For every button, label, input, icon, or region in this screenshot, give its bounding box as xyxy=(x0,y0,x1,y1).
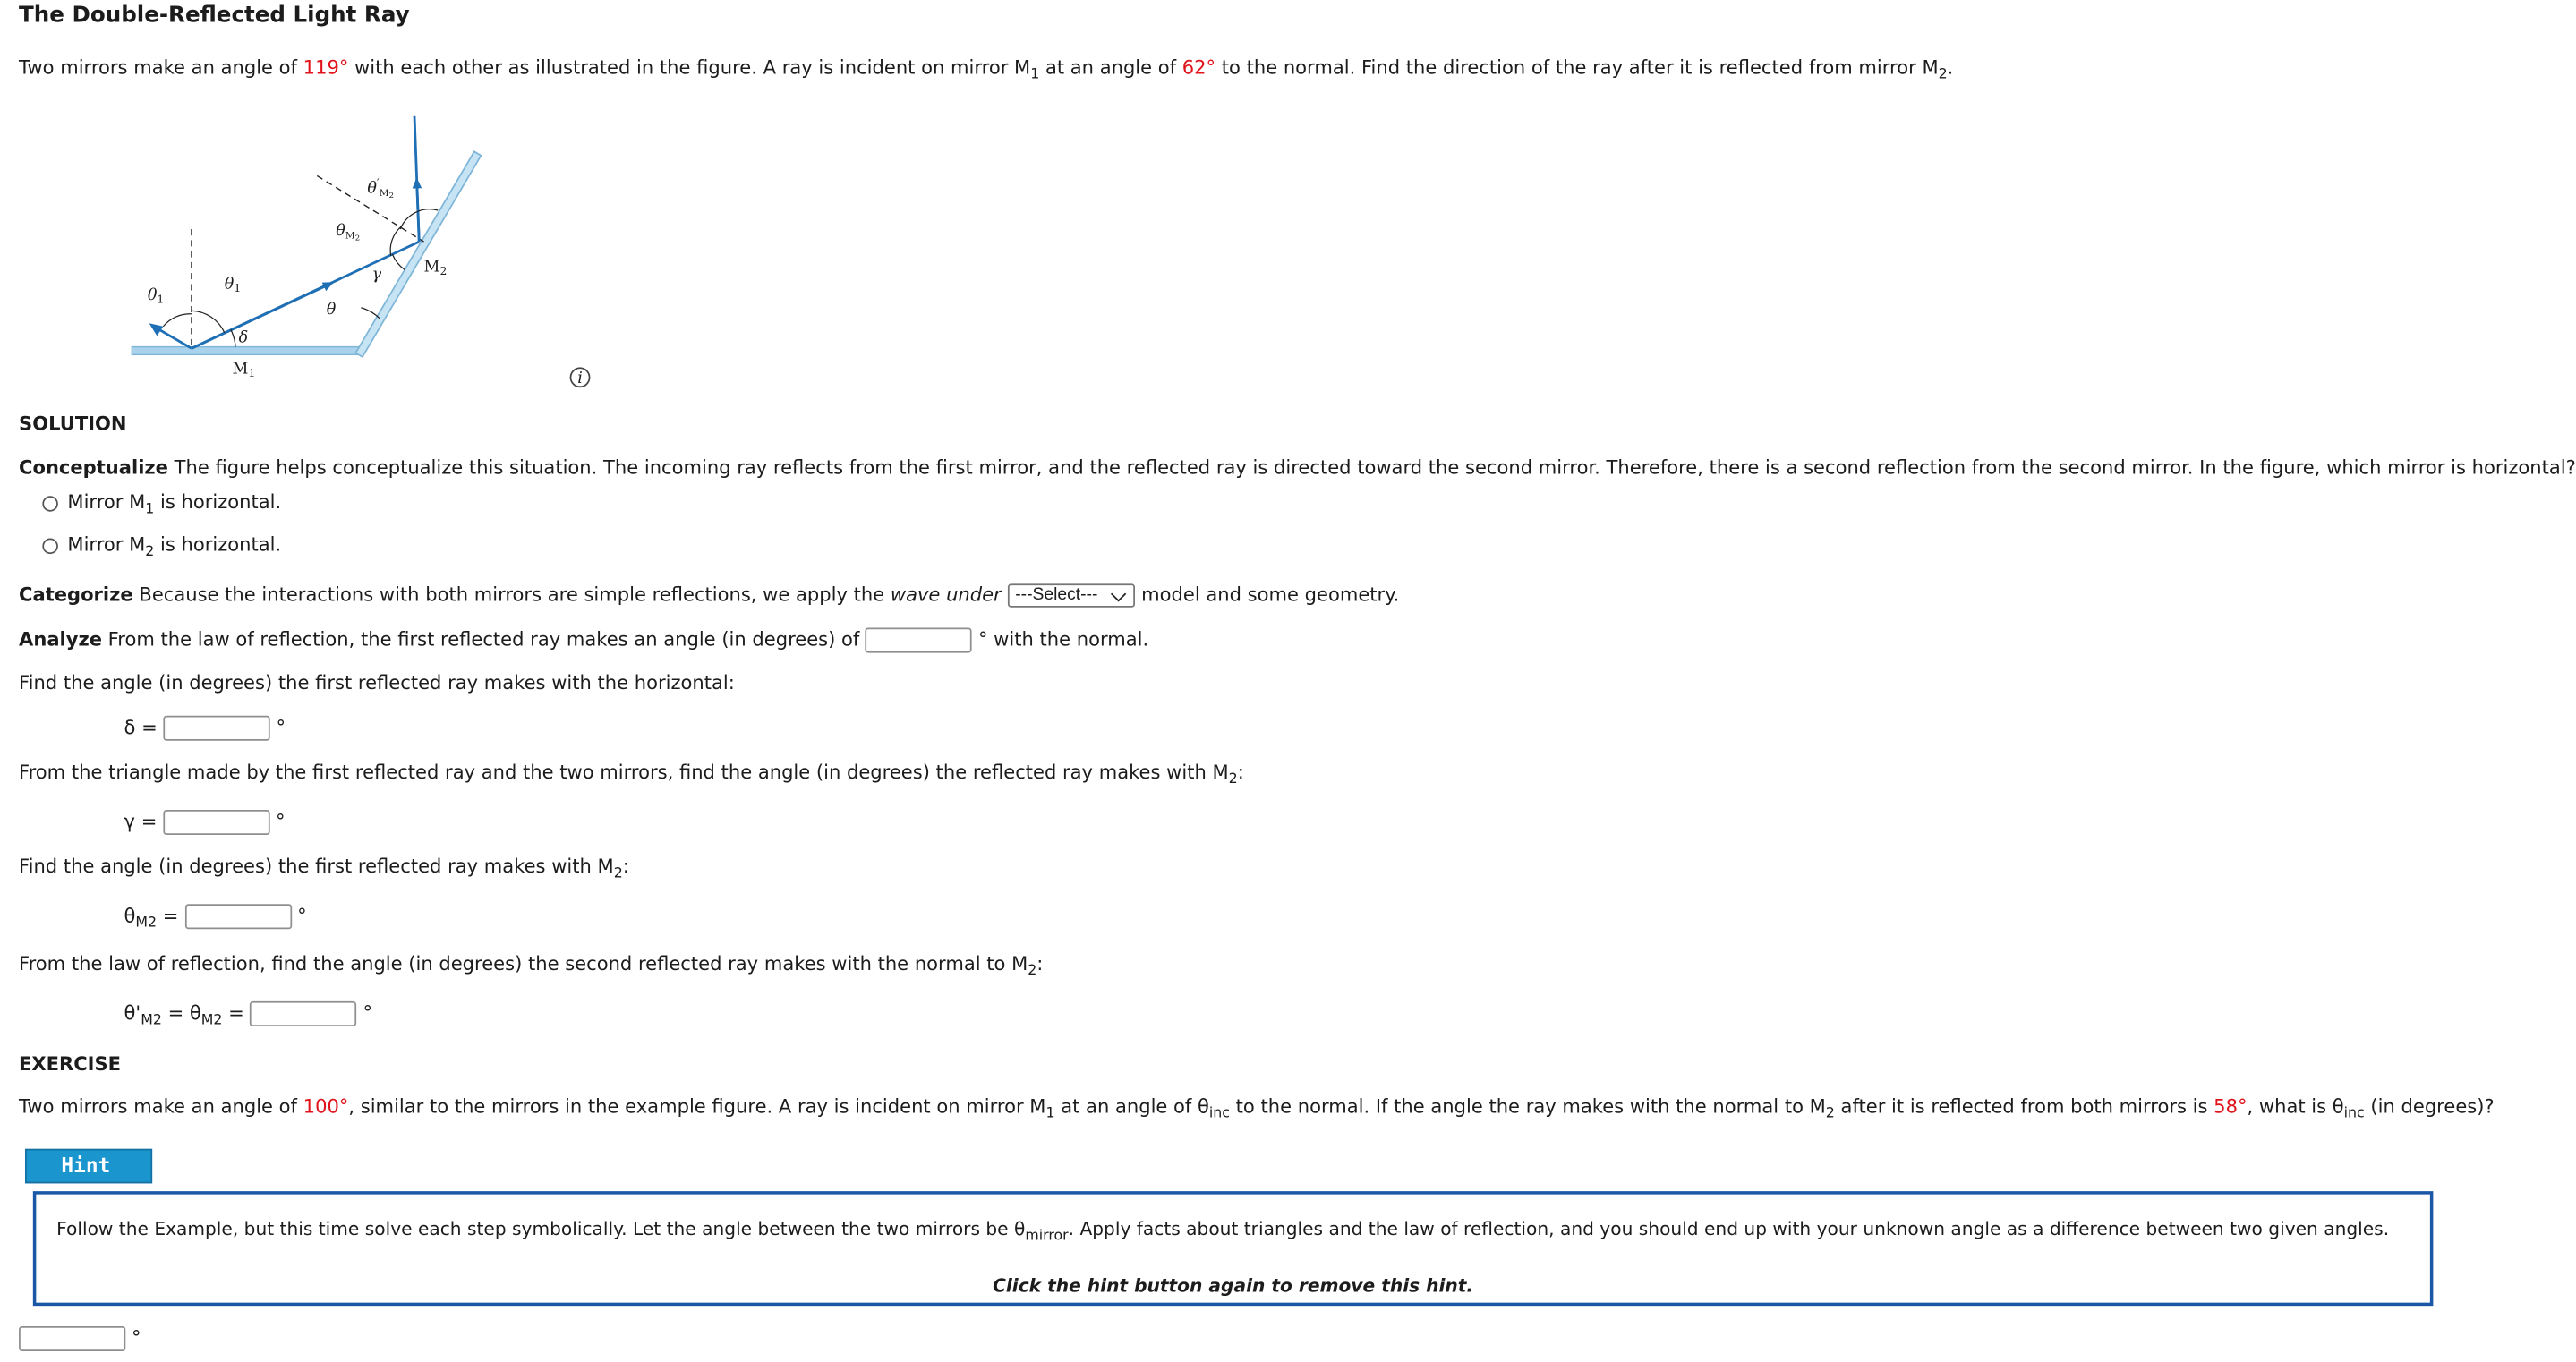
categorize-paragraph xyxy=(19,583,1399,607)
theta-symbol: θ xyxy=(124,905,136,927)
page-title: The Double-Reflected Light Ray xyxy=(19,3,410,29)
gamma-label: γ = xyxy=(124,810,158,833)
equals-sign: = xyxy=(157,905,179,927)
hint-text-body: Follow the Example, but this time solve each step symbolically. Let the angle between the two mirrors be θ xyxy=(56,1217,1026,1240)
label-theta1-left: $\theta_1$ xyxy=(147,285,165,306)
subscript: 2 xyxy=(613,866,623,882)
theta-m2-input[interactable] xyxy=(184,904,291,929)
subscript: 2 xyxy=(1028,963,1037,980)
subscript: M2 xyxy=(200,1013,223,1029)
subscript: inc xyxy=(1208,1106,1230,1122)
find-m2-text-body: Find the angle (in degrees) the first reflected ray makes with M xyxy=(19,855,614,878)
subscript: mirror xyxy=(1025,1229,1069,1245)
subscript: 2 xyxy=(145,544,155,561)
subscript: 1 xyxy=(1045,1106,1055,1122)
option-mirror-m1[interactable] xyxy=(42,490,282,518)
option-label: is horizontal. xyxy=(154,490,282,514)
find-horizontal-text: Find the angle (in degrees) the first reflected ray makes with the horizontal: xyxy=(19,671,735,694)
analyze-text: ° with the normal. xyxy=(977,628,1149,651)
chevron-down-icon xyxy=(1111,585,1126,600)
exercise-text: Two mirrors make an angle of xyxy=(19,1095,303,1118)
subscript: 1 xyxy=(145,502,155,518)
subscript: 2 xyxy=(1228,771,1238,788)
solution-header: SOLUTION xyxy=(19,413,127,435)
label-m2: $M_2$ xyxy=(423,258,448,277)
arc-delta xyxy=(231,329,235,346)
exercise-text: at an angle of θ xyxy=(1054,1095,1209,1118)
equals-sign: = xyxy=(222,1001,244,1025)
exercise-text: (in degrees)? xyxy=(2364,1095,2495,1118)
hint-text-body: . Apply facts about triangles and the law of reflection, and you should end up with your unknown angle as a difference between two given angles. xyxy=(1068,1217,2390,1240)
incident-arrow xyxy=(149,323,164,336)
law-text-body: From the law of reflection, find the angle (in degrees) the second reflected ray makes with the normal to M xyxy=(19,952,1028,975)
first-reflection-angle-input[interactable] xyxy=(866,628,972,653)
analyze-text: From the law of reflection, the first reflected ray makes an angle (in degrees) of xyxy=(101,628,866,651)
radio-m1[interactable] xyxy=(42,495,58,511)
exercise-answer-row xyxy=(19,1326,141,1351)
find-m2-text xyxy=(19,855,629,882)
problem-text: to the normal. Find the direction of the ray after it is reflected from mirror M xyxy=(1215,56,1939,79)
label-delta: δ xyxy=(238,328,249,347)
mirror-angle-value: 119° xyxy=(303,56,349,79)
delta-input[interactable] xyxy=(163,716,269,741)
equals-theta: = θ xyxy=(161,1001,201,1025)
subscript: 2 xyxy=(1938,67,1948,83)
hint-remove-text: Click the hint button again to remove this hint. xyxy=(993,1274,1474,1297)
model-select[interactable] xyxy=(1007,583,1135,607)
degree-symbol: ° xyxy=(276,716,286,739)
subscript: inc xyxy=(2343,1106,2365,1122)
gamma-input[interactable] xyxy=(163,810,269,835)
select-value: ---Select--- xyxy=(1015,585,1098,605)
conceptualize-paragraph xyxy=(19,456,2576,479)
option-label: is horizontal. xyxy=(154,533,282,556)
subscript: 1 xyxy=(1030,67,1040,83)
theta-m2-row xyxy=(124,904,307,932)
arc-theta1 xyxy=(163,314,192,327)
delta-label: δ = xyxy=(124,716,158,739)
degree-symbol: ° xyxy=(297,905,307,927)
problem-text: at an angle of xyxy=(1039,56,1182,79)
delta-row xyxy=(124,716,286,741)
degree-symbol: ° xyxy=(276,810,286,833)
theta-prime-symbol: θ' xyxy=(124,1001,141,1025)
exercise-statement xyxy=(19,1095,2495,1122)
theta-prime-row xyxy=(124,1001,373,1029)
hint-text xyxy=(56,1217,2390,1245)
radio-m2[interactable] xyxy=(42,538,58,554)
label-theta-m2: $\theta_M2$ xyxy=(336,222,361,243)
degree-symbol: ° xyxy=(363,1001,373,1025)
conceptualize-label: Conceptualize xyxy=(19,456,168,479)
subscript: M2 xyxy=(135,915,158,932)
arc-theta1-reflected xyxy=(192,311,225,333)
exercise-header: EXERCISE xyxy=(19,1052,122,1076)
colon: : xyxy=(622,855,629,878)
exercise-answer-input[interactable] xyxy=(19,1326,125,1351)
problem-statement xyxy=(19,56,1954,83)
categorize-text: model and some geometry. xyxy=(1135,583,1400,606)
label-m1: $M_1$ xyxy=(232,360,256,379)
problem-text: . xyxy=(1947,56,1954,79)
arc-gamma xyxy=(392,254,405,270)
law-text xyxy=(19,952,1044,980)
categorize-label: Categorize xyxy=(19,583,133,606)
triangle-text xyxy=(19,761,1244,788)
subscript: 2 xyxy=(1825,1106,1835,1122)
exercise-text: to the normal. If the angle the ray makes with the normal to M xyxy=(1229,1095,1826,1118)
conceptualize-text: The figure helps conceptualize this situation. The incoming ray reflects from the first mirror, and the reflected ray is directed toward the second mirror. Therefore, there is a second reflection from the second mirror. In the figure, which mirror is horizontal? xyxy=(167,456,2576,479)
colon: : xyxy=(1237,761,1244,784)
wave-under-text: wave under xyxy=(890,583,1002,606)
exercise-text: , what is θ xyxy=(2247,1095,2344,1118)
categorize-text: Because the interactions with both mirrors are simple reflections, we apply the xyxy=(132,583,891,606)
label-theta: θ xyxy=(326,300,337,319)
info-icon[interactable]: i xyxy=(570,367,591,387)
option-label: Mirror M xyxy=(67,490,146,514)
hint-box xyxy=(33,1191,2434,1306)
analyze-paragraph xyxy=(19,628,1148,653)
analyze-label: Analyze xyxy=(19,628,102,651)
degree-symbol: ° xyxy=(132,1326,141,1349)
theta-prime-m2-input[interactable] xyxy=(251,1001,357,1026)
subscript: M2 xyxy=(141,1013,162,1029)
colon: : xyxy=(1036,952,1044,975)
ray-arrow xyxy=(192,284,329,348)
mirror-m1 xyxy=(132,347,361,355)
mirror-figure xyxy=(125,106,502,381)
exercise-text: after it is reflected from both mirrors is xyxy=(1834,1095,2214,1118)
problem-text: Two mirrors make an angle of xyxy=(19,56,303,79)
option-mirror-m2[interactable] xyxy=(42,533,282,561)
exercise-mirror-angle: 100° xyxy=(303,1095,349,1118)
triangle-text-body: From the triangle made by the first reflected ray and the two mirrors, find the angle (in degrees) the reflected ray makes with M xyxy=(19,761,1229,784)
label-gamma: γ xyxy=(371,266,382,285)
incident-angle-value: 62° xyxy=(1181,56,1216,79)
hint-button[interactable]: Hint xyxy=(25,1149,152,1184)
label-theta-m2-prime: $\theta'_M2$ xyxy=(367,176,395,200)
problem-text: with each other as illustrated in the figure. A ray is incident on mirror M xyxy=(348,56,1031,79)
exercise-text: , similar to the mirrors in the example figure. A ray is incident on mirror M xyxy=(348,1095,1046,1118)
gamma-row xyxy=(124,810,286,835)
label-theta1-right: $\theta_1$ xyxy=(224,275,242,295)
exercise-final-angle: 58° xyxy=(2213,1095,2248,1118)
option-label: Mirror M xyxy=(67,533,146,556)
